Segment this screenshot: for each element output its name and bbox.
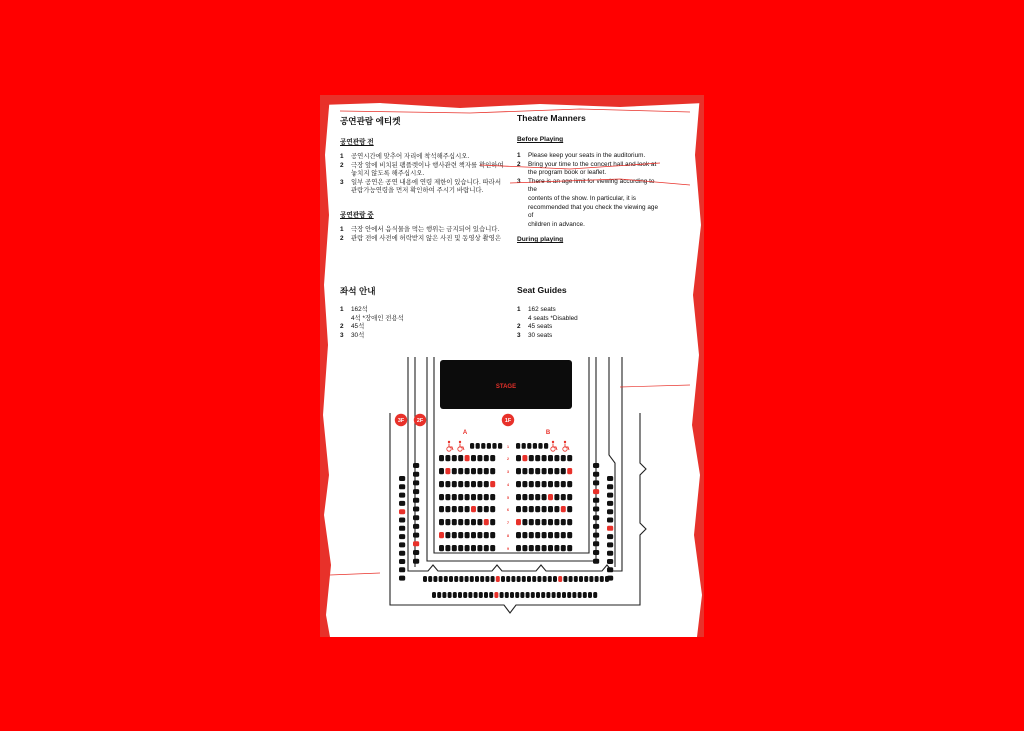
red-streak-2 bbox=[480, 160, 660, 169]
section-label: B bbox=[545, 430, 551, 436]
red-streak-3 bbox=[510, 179, 690, 185]
floor-badge-3f: 3F bbox=[397, 418, 405, 425]
row-number: 2 bbox=[507, 457, 509, 461]
english-before-item-text: contents of the show. In particular, it is bbox=[528, 195, 636, 202]
english-during-heading: During playing bbox=[517, 236, 564, 243]
floor-badge-1f: 1F bbox=[504, 418, 512, 425]
english-before-item-text: children in advance. bbox=[528, 220, 585, 228]
english-seat-item-number: 3 bbox=[517, 331, 521, 339]
english-before-item-number: 1 bbox=[517, 152, 521, 159]
red-streak-1 bbox=[340, 109, 690, 113]
row-number: 1 bbox=[507, 445, 509, 449]
theatre-guide-sheet bbox=[320, 95, 704, 637]
stage-label: STAGE bbox=[495, 384, 517, 390]
english-seat-item-text: 4 seats *Disabled bbox=[528, 314, 578, 322]
korean-before-heading: 공연관람 전 bbox=[340, 139, 374, 146]
korean-during-item-number: 2 bbox=[340, 234, 344, 242]
korean-seat-item-number: 2 bbox=[340, 323, 344, 331]
english-seat-item-text: 45 seats bbox=[528, 323, 553, 331]
english-seat-title: Seat Guides bbox=[517, 285, 567, 295]
row-number: 5 bbox=[507, 496, 509, 500]
korean-before-item-text: 놓치지 않도록 해주십시오. bbox=[351, 170, 425, 178]
korean-during-item-text: 관람 전에 사전에 허락받지 않은 사진 및 동영상 촬영은 bbox=[351, 234, 502, 242]
torn-right-edge bbox=[692, 95, 704, 637]
row-number: 9 bbox=[507, 547, 509, 551]
korean-seat-item-text: 162석 bbox=[351, 306, 368, 313]
english-before-item-text: recommended that you check the viewing age bbox=[528, 203, 659, 211]
english-seat-item-number: 1 bbox=[517, 306, 521, 313]
row-number: 8 bbox=[507, 534, 509, 538]
korean-seat-item-text: 45석 bbox=[351, 323, 365, 331]
english-seat-item-text: 162 seats bbox=[528, 306, 556, 313]
english-before-item-text: Bring your time to the concert hall and look at bbox=[528, 160, 657, 168]
korean-during-item-text: 극장 안에서 음식물을 먹는 행위는 금지되어 있습니다. bbox=[351, 226, 500, 233]
korean-during-item-number: 1 bbox=[340, 226, 344, 233]
section-label: A bbox=[462, 430, 468, 436]
korean-seat-item-text: 4석 *장애인 전용석 bbox=[351, 314, 404, 322]
english-before-heading: Before Playing bbox=[517, 136, 564, 143]
korean-seat-item-number: 1 bbox=[340, 306, 344, 313]
red-streak-4 bbox=[620, 385, 690, 387]
english-title: Theatre Manners bbox=[517, 113, 586, 123]
korean-before-item-text: 관람가능연령을 먼저 확인하여 주시기 바랍니다. bbox=[351, 187, 484, 195]
korean-before-item-text: 공연시간에 맞추어 자리에 착석해주십시오. bbox=[351, 153, 470, 160]
korean-before-item-text: 극장 앞에 비치된 팸플렛이나 행사관련 책자를 확인하여 bbox=[351, 161, 504, 169]
korean-before-item-number: 3 bbox=[340, 178, 344, 186]
row-number: 7 bbox=[507, 521, 509, 525]
korean-during-heading: 공연관람 중 bbox=[340, 212, 374, 219]
korean-seat-item-text: 30석 bbox=[351, 331, 365, 339]
torn-left-edge bbox=[320, 95, 331, 637]
floor-badge-2f: 2F bbox=[416, 418, 424, 425]
korean-seat-item-number: 3 bbox=[340, 331, 344, 339]
korean-before-item-number: 2 bbox=[340, 161, 344, 169]
english-seat-item-number: 2 bbox=[517, 323, 521, 331]
row-number: 6 bbox=[507, 508, 509, 512]
korean-seat-title: 좌석 안내 bbox=[340, 286, 376, 296]
korean-before-item-number: 1 bbox=[340, 153, 344, 160]
english-before-item-text: There is an age limit for viewing according to bbox=[528, 177, 655, 185]
row-number: 4 bbox=[507, 483, 509, 487]
english-before-item-text: the program book or leaflet. bbox=[528, 169, 607, 177]
korean-before-item-text: 일부 공연은 공연 내용에 연령 제한이 있습니다. 따라서 bbox=[351, 178, 502, 186]
torn-top-edge bbox=[320, 95, 704, 108]
english-before-item-text: the bbox=[528, 186, 537, 194]
torn-edge-overlay bbox=[320, 95, 704, 637]
english-before-item-text: of bbox=[528, 212, 534, 220]
english-seat-item-text: 30 seats bbox=[528, 331, 553, 339]
english-before-item-text: Please keep your seats in the auditorium. bbox=[528, 152, 646, 159]
row-number: 3 bbox=[507, 470, 509, 474]
english-before-item-number: 3 bbox=[517, 177, 521, 185]
red-streak-5 bbox=[330, 573, 380, 575]
english-before-item-number: 2 bbox=[517, 160, 521, 168]
korean-title: 공연관람 에티켓 bbox=[340, 116, 401, 126]
